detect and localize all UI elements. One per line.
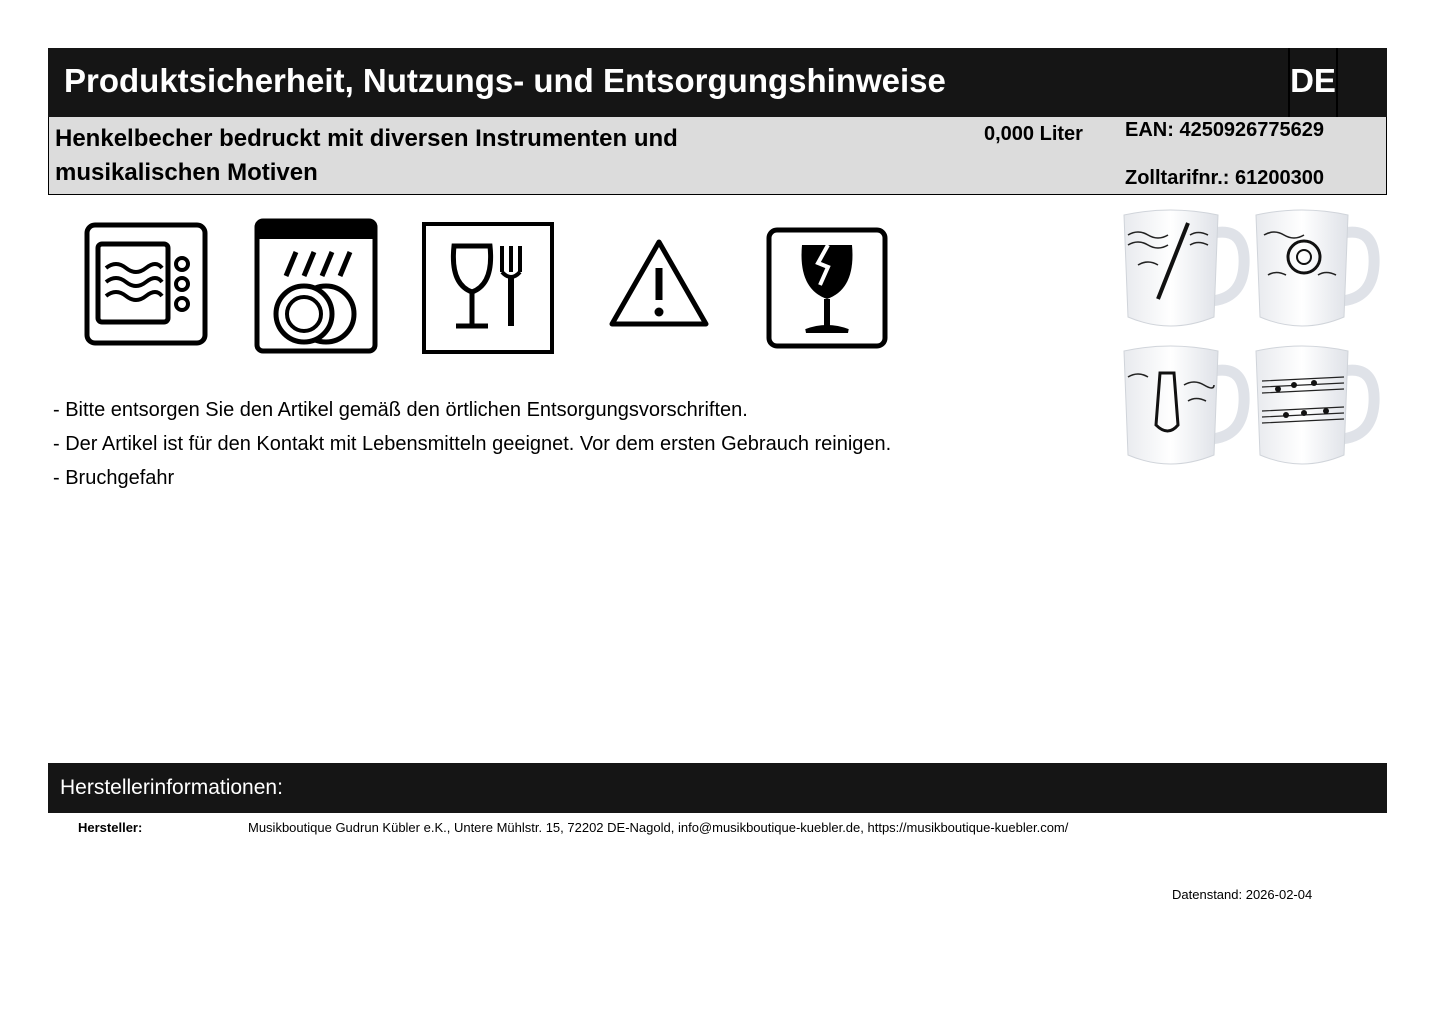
product-name: Henkelbecher bedruckt mit diversen Instrumenten und musikalischen Motiven	[55, 125, 678, 186]
note-fragile: - Bruchgefahr	[53, 467, 175, 489]
fragile-icon	[766, 227, 888, 349]
microwave-icon	[84, 222, 208, 346]
product-customs-number: Zolltarifnr.: 61200300	[1125, 167, 1324, 189]
manufacturer-details: Musikboutique Gudrun Kübler e.K., Untere Mühlstr. 15, 72202 DE-Nagold, info@musikboutique-kuebler.de, https://musikboutique-kuebler.com/	[248, 820, 1069, 835]
manufacturer-section-header	[48, 763, 1387, 813]
product-info-bar	[48, 117, 1387, 195]
food-safe-icon	[422, 222, 554, 354]
manufacturer-section-title: Herstellerinformationen:	[60, 776, 283, 799]
product-photo	[1118, 205, 1388, 475]
mug-notes	[1256, 346, 1374, 464]
warning-icon	[606, 236, 712, 332]
data-date: Datenstand: 2026-02-04	[1172, 887, 1313, 902]
mug-tuba	[1124, 346, 1244, 464]
product-volume: 0,000 Liter	[984, 123, 1083, 145]
usage-notes	[53, 393, 891, 495]
page-title: Produktsicherheit, Nutzungs- und Entsorgungshinweise	[64, 62, 946, 99]
header-bar	[48, 48, 1387, 117]
product-ean: EAN: 4250926775629	[1125, 119, 1325, 141]
mug-bassoon	[1124, 210, 1244, 326]
language-badge: DE	[1288, 48, 1338, 117]
dishwasher-icon	[254, 218, 378, 354]
manufacturer-label: Hersteller:	[78, 820, 143, 835]
mug-horn	[1256, 210, 1374, 326]
note-food-contact: - Der Artikel ist für den Kontakt mit Lebensmitteln geeignet. Vor dem ersten Gebrauch reinigen.	[53, 433, 892, 455]
note-disposal: - Bitte entsorgen Sie den Artikel gemäß den örtlichen Entsorgungsvorschriften.	[53, 399, 748, 421]
